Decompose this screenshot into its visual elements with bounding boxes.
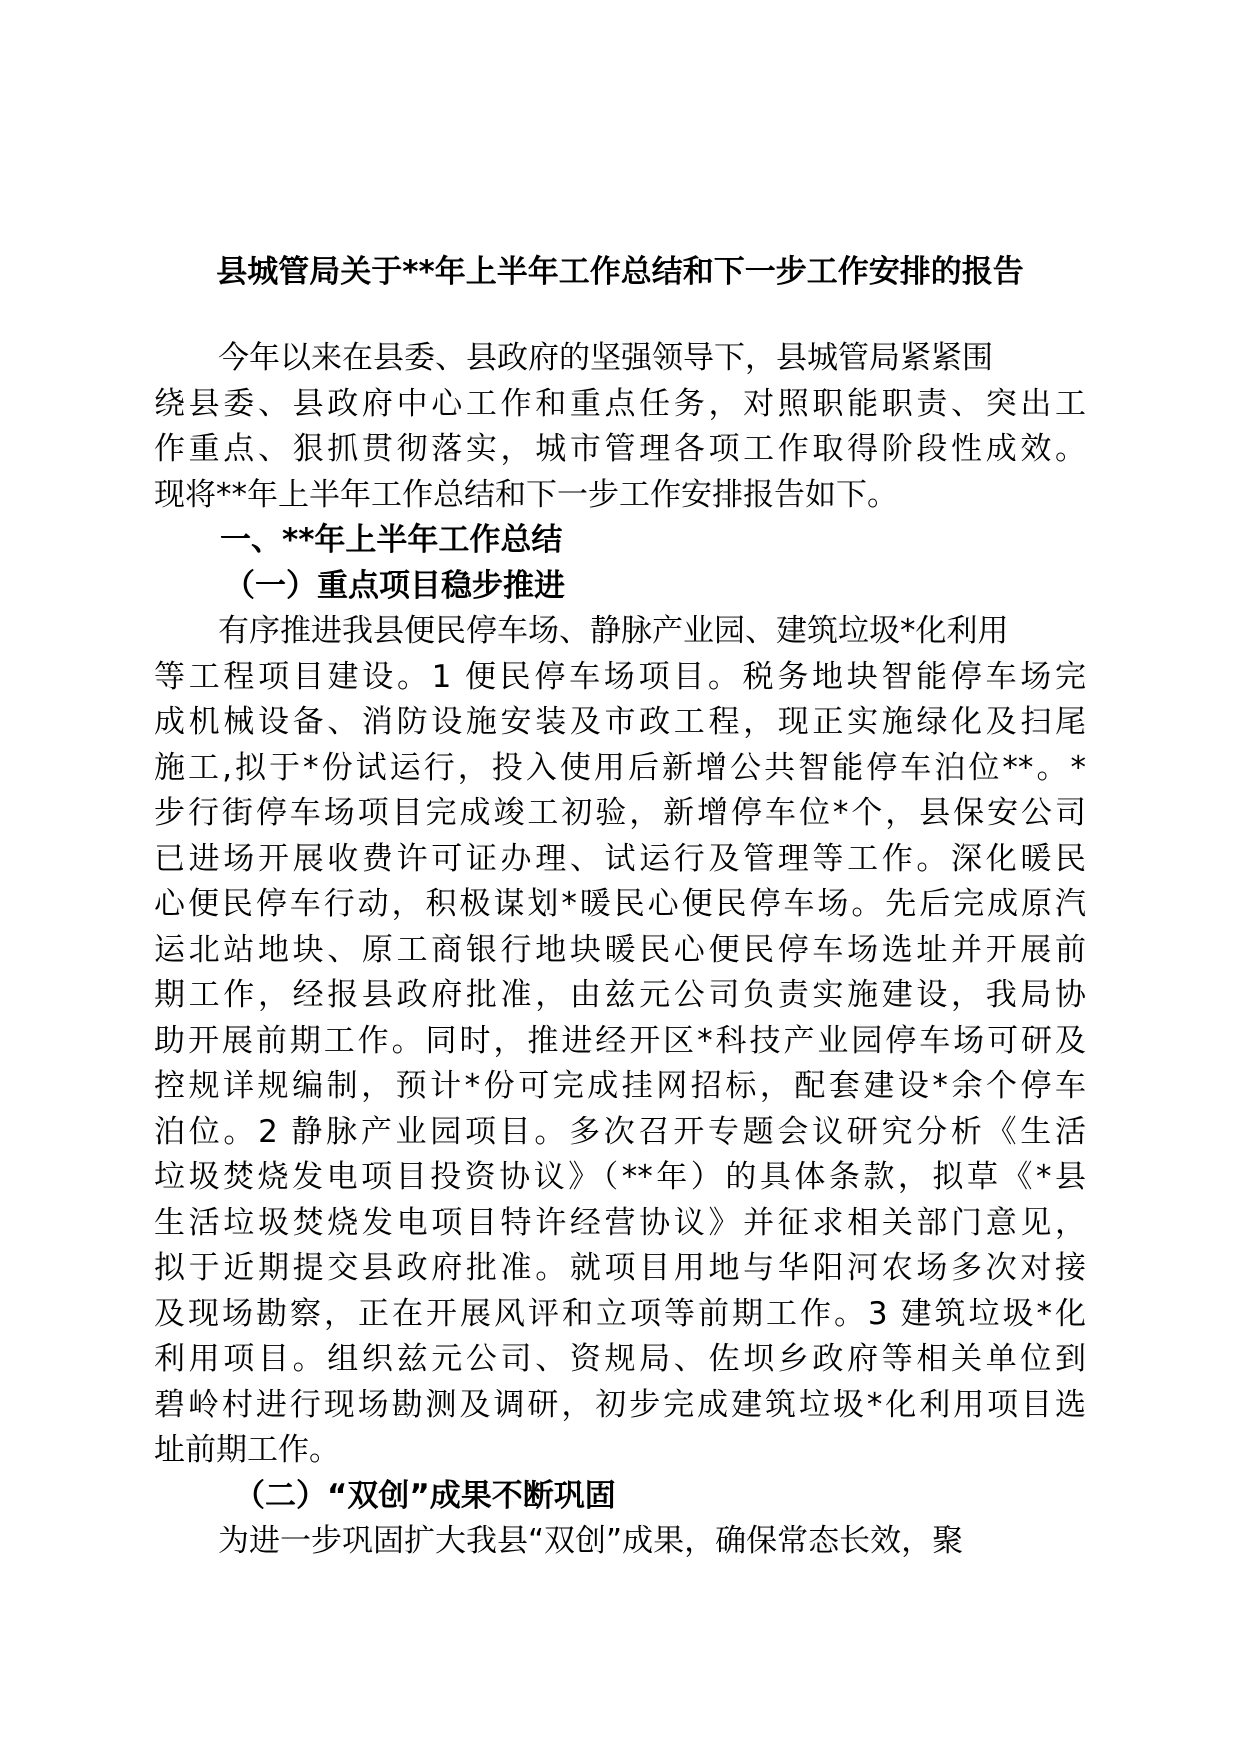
section-heading: 一、**年上半年工作总结 <box>220 522 563 558</box>
subsection-heading: （二）“双创”成果不断巩固 <box>234 1477 616 1514</box>
document-title: 县城管局关于**年上半年工作总结和下一步工作安排的报告 <box>216 254 1024 290</box>
paragraph-line: 今年以来在县委、县政府的坚强领导下，县城管局紧紧围 <box>218 340 993 376</box>
paragraph-line: 垃圾焚烧发电项目投资协议》（**年）的具体条款，拟草《*县 <box>154 1159 1086 1195</box>
paragraph-line: 利用项目。组织兹元公司、资规局、佐坝乡政府等相关单位到 <box>154 1341 1086 1377</box>
paragraph-line: 生活垃圾焚烧发电项目特许经营协议》并征求相关部门意见， <box>154 1204 1086 1241</box>
paragraph-line: 等工程项目建设。1 便民停车场项目。税务地块智能停车场完 <box>154 658 1086 695</box>
paragraph-line: 成机械设备、消防设施安装及市政工程，现正实施绿化及扫尾 <box>154 704 1086 740</box>
document-body <box>154 336 1086 1565</box>
paragraph-line: 绕县委、县政府中心工作和重点任务，对照职能职责、突出工 <box>154 385 1086 422</box>
paragraph-line: 施工,拟于*份试运行，投入使用后新增公共智能停车泊位**。* <box>154 749 1086 786</box>
paragraph-line: 泊位。2 静脉产业园项目。多次召开专题会议研究分析《生活 <box>154 1113 1086 1150</box>
paragraph-line: 控规详规编制，预计*份可完成挂网招标，配套建设*余个停车 <box>154 1068 1086 1104</box>
paragraph-line: 运北站地块、原工商银行地块暖民心便民停车场选址并开展前 <box>154 931 1086 968</box>
paragraph-line: 作重点、狠抓贯彻落实，城市管理各项工作取得阶段性成效。 <box>154 431 1086 467</box>
paragraph-line: 心便民停车行动，积极谋划*暖民心便民停车场。先后完成原汽 <box>154 886 1086 922</box>
subsection-heading: （一）重点项目稳步推进 <box>224 567 565 604</box>
paragraph-line: 址前期工作。 <box>154 1432 340 1468</box>
paragraph-line: 碧岭村进行现场勘测及调研，初步完成建筑垃圾*化利用项目选 <box>154 1386 1086 1423</box>
paragraph-line: 为进一步巩固扩大我县“双创”成果，确保常态长效，聚 <box>218 1523 964 1559</box>
paragraph-line: 已进场开展收费许可证办理、试运行及管理等工作。深化暖民 <box>154 840 1086 877</box>
paragraph-line: 及现场勘察，正在开展风评和立项等前期工作。3 建筑垃圾*化 <box>154 1295 1086 1332</box>
paragraph-line: 助开展前期工作。同时，推进经开区*科技产业园停车场可研及 <box>154 1022 1086 1059</box>
paragraph-line: 期工作，经报县政府批准，由兹元公司负责实施建设，我局协 <box>154 977 1086 1013</box>
paragraph-line: 步行街停车场项目完成竣工初验，新增停车位*个，县保安公司 <box>154 795 1086 831</box>
paragraph-line: 有序推进我县便民停车场、静脉产业园、建筑垃圾*化利用 <box>218 613 1009 649</box>
paragraph-line: 现将**年上半年工作总结和下一步工作安排报告如下。 <box>154 476 898 513</box>
paragraph-line: 拟于近期提交县政府批准。就项目用地与华阳河农场多次对接 <box>154 1250 1086 1286</box>
